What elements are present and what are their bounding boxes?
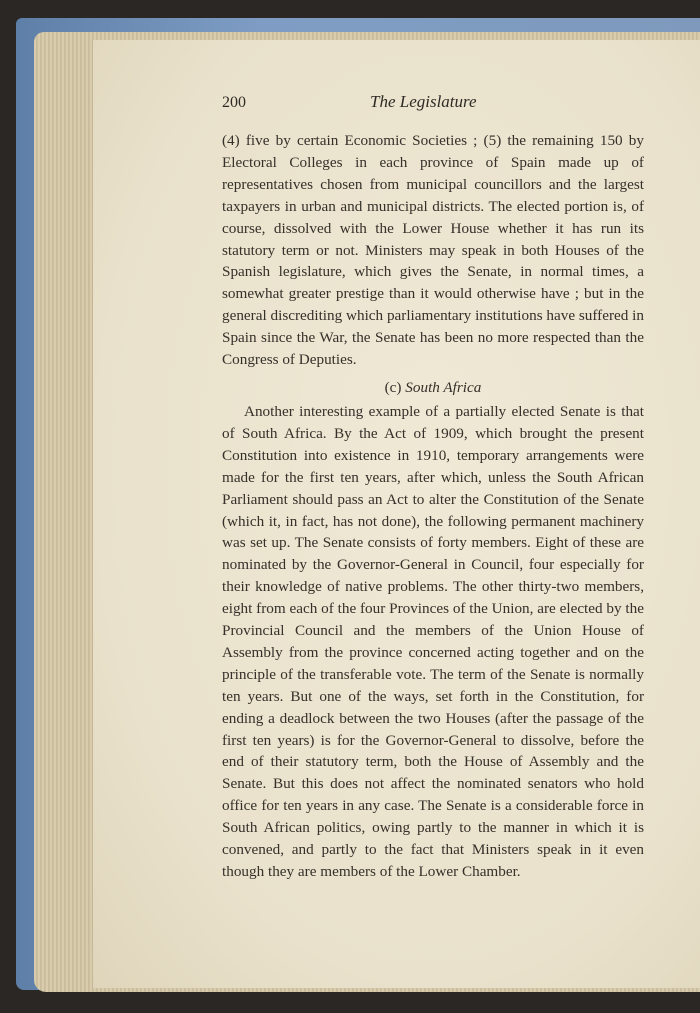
section-marker: (c) bbox=[384, 378, 402, 396]
section-heading bbox=[222, 377, 644, 399]
page-body bbox=[222, 130, 644, 883]
running-head bbox=[222, 94, 644, 116]
paragraph-south-africa: Another interesting example of a partially elected Senate is that of South Africa. By the Act of 1909, which brought the present Constitution into existence in 1910, temporary arrangements were made for the first ten years, after which, unless the South African Parliament should pass an Act to alter the Constitution of the Senate (which it, in fact, has not done), the following permanent machinery was set up. The Senate consists of forty members. Eight of these are nominated by the Governor-General in Council, four especially for their knowledge of native problems. The other thirty-two members, eight from each of the four Provinces of the Union, are elected by the Provincial Council and the members of the Union House of Assembly from the province concerned acting together and on the principle of the transferable vote. The term of the Senate is normally ten years. But one of the ways, set forth in the Constitution, for ending a deadlock between the two Houses (after the passage of the first ten years) is for the Governor-General to dissolve, before the end of their statutory term, both the House of Assembly and the Senate. But this does not affect the nominated senators who hold office for ten years in any case. The Senate is a considerable force in South African politics, owing partly to the manner in which it is convened, and partly to the fact that Ministers speak in it even though they are members of the Lower Chamber. bbox=[222, 402, 644, 880]
running-title: The Legislature bbox=[370, 92, 477, 111]
paragraph-spain-senate: (4) five by certain Economic Societies ; (5) the remaining 150 by Electoral Colleges in each province of Spain made up of representatives chosen from municipal councillors and the largest taxpayers in urban and municipal districts. The elected portion is, of course, dissolved with the Lower House whether it has run its statutory term or not. Ministers may speak in both Houses of the Spanish legislature, which gives the Senate, in normal times, a somewhat greater prestige than it would otherwise have ; but in the general discrediting which parliamentary institutions have suffered in Spain since the War, the Senate has been no more respected than the Congress of Deputies. bbox=[222, 132, 644, 369]
page-number: 200 bbox=[222, 94, 246, 111]
section-title: South Africa bbox=[405, 378, 482, 396]
